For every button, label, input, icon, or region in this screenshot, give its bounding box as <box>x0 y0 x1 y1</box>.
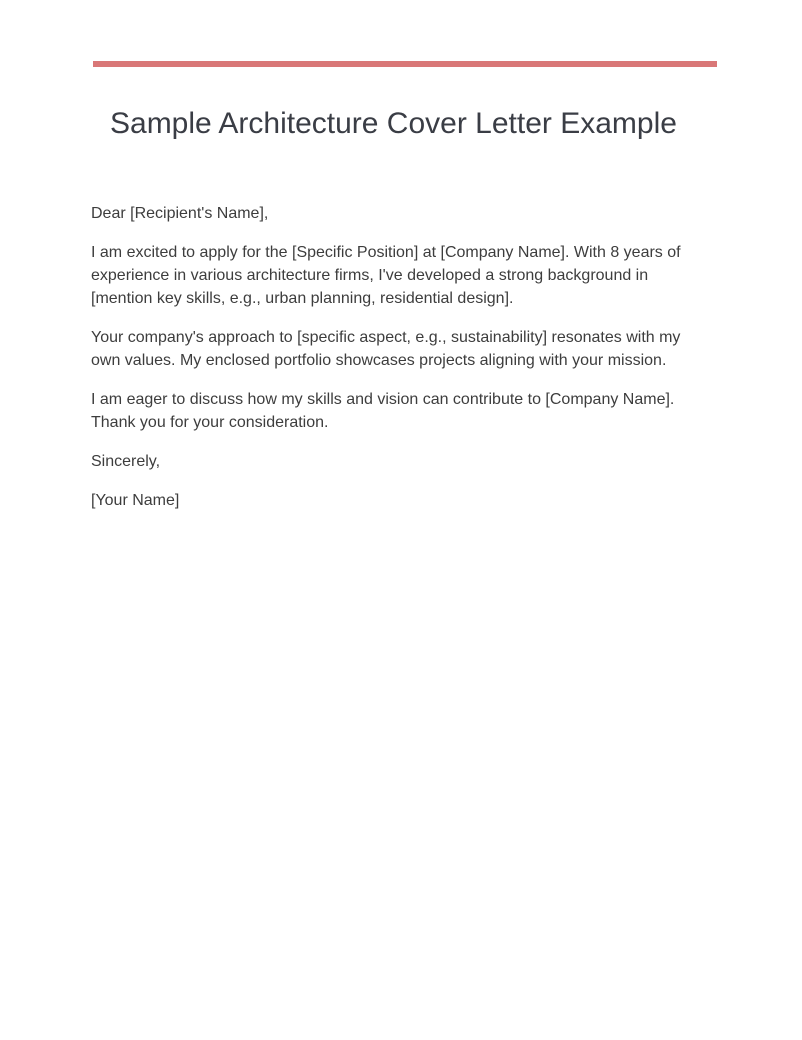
body-paragraph-values: Your company's approach to [specific aspect, e.g., sustainability] resonates with my own values. My enclosed portfolio showcases projects aligning with your mission. <box>91 329 681 369</box>
signature: [Your Name] <box>91 492 180 509</box>
accent-divider-bar <box>93 61 717 67</box>
body-paragraph-closing: I am eager to discuss how my skills and vision can contribute to [Company Name]. Thank you for your consideration. <box>91 391 675 431</box>
body-paragraph-intro: I am excited to apply for the [Specific Position] at [Company Name]. With 8 years of experience in various architecture firms, I've developed a strong background in [mention key skills, e.g., urban planning, residential design]. <box>91 244 681 307</box>
page-title: Sample Architecture Cover Letter Example <box>110 107 677 140</box>
closing-line: Sincerely, <box>91 453 161 470</box>
salutation: Dear [Recipient's Name], <box>91 205 269 222</box>
letter-body <box>91 202 691 528</box>
